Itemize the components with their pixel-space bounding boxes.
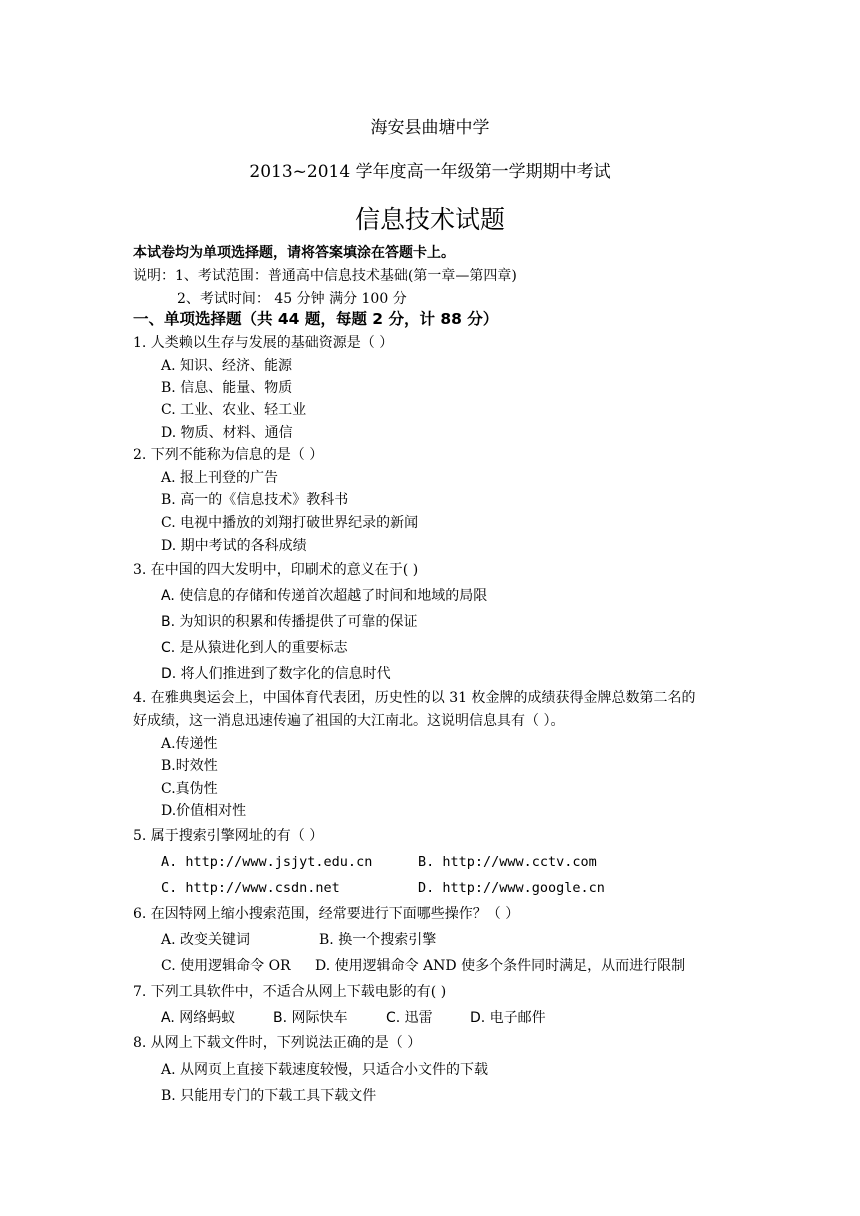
- question-3-option-d: D. 将人们推进到了数字化的信息时代: [161, 666, 391, 682]
- question-7-option-a: A. 网络蚂蚁: [161, 1010, 236, 1026]
- question-5-option-b: B. http://www.cctv.com: [418, 854, 597, 870]
- question-3-option-a: A. 使信息的存储和传递首次超越了时间和地域的局限: [161, 588, 488, 604]
- question-6-stem: 6. 在因特网上缩小搜索范围，经常要进行下面哪些操作？（ ）: [133, 906, 520, 922]
- question-4-option-c: C.真伪性: [161, 781, 218, 797]
- question-3-stem: 3. 在中国的四大发明中，印刷术的意义在于( ): [133, 562, 419, 578]
- exam-time: 2、考试时间： 45 分钟 满分 100 分: [177, 291, 407, 307]
- question-4-stem-line-1: 4. 在雅典奥运会上，中国体育代表团，历史性的以 31 枚金牌的成绩获得金牌总数第二名的: [133, 690, 696, 706]
- answer-instruction: 本试卷均为单项选择题，请将答案填涂在答题卡上。: [133, 245, 455, 261]
- question-5-option-c: C. http://www.csdn.net: [161, 880, 340, 896]
- school-name: 海安县曲塘中学: [370, 118, 490, 138]
- question-2-option-d: D. 期中考试的各科成绩: [161, 538, 307, 554]
- question-2-option-a: A. 报上刊登的广告: [161, 470, 279, 486]
- question-5-option-d: D. http://www.google.cn: [418, 880, 605, 896]
- question-2-stem: 2. 下列不能称为信息的是（ ）: [133, 447, 324, 463]
- question-6-option-a: A. 改变关键词: [161, 932, 251, 948]
- section-title: 一、单项选择题（共 44 题，每题 2 分，计 88 分）: [133, 310, 499, 328]
- exam-term: 2013~2014 学年度高一年级第一学期期中考试: [249, 162, 611, 182]
- question-4-stem-line-2: 好成绩，这一消息迅速传遍了祖国的大江南北。这说明信息具有（ ）。: [133, 713, 565, 729]
- question-6-option-c: C. 使用逻辑命令 OR: [161, 958, 291, 974]
- question-1-option-c: C. 工业、农业、轻工业: [161, 402, 307, 418]
- question-7-stem: 7. 下列工具软件中，不适合从网上下载电影的有( ): [133, 984, 447, 1000]
- question-3-option-c: C. 是从猿进化到人的重要标志: [161, 640, 348, 656]
- question-7-option-c: C. 迅雷: [386, 1010, 433, 1026]
- exam-subject-title: 信息技术试题: [354, 205, 505, 234]
- question-4-option-a: A.传递性: [161, 736, 218, 752]
- question-8-stem: 8. 从网上下载文件时，下列说法正确的是（ ）: [133, 1035, 422, 1051]
- question-6-option-b: B. 换一个搜索引擎: [319, 932, 437, 948]
- question-1-option-b: B. 信息、能量、物质: [161, 380, 293, 396]
- question-2-option-c: C. 电视中播放的刘翔打破世界纪录的新闻: [161, 515, 419, 531]
- question-7-option-b: B. 网际快车: [273, 1010, 348, 1026]
- question-5-stem: 5. 属于搜索引擎网址的有（ ）: [133, 828, 324, 844]
- question-4-option-b: B.时效性: [161, 758, 218, 774]
- question-3-option-b: B. 为知识的积累和传播提供了可靠的保证: [161, 614, 418, 630]
- question-8-option-a: A. 从网页上直接下载速度较慢，只适合小文件的下载: [161, 1062, 489, 1078]
- question-5-option-a: A. http://www.jsjyt.edu.cn: [161, 854, 373, 870]
- question-6-option-d: D. 使用逻辑命令 AND 使多个条件同时满足，从而进行限制: [315, 958, 686, 974]
- question-7-option-d: D. 电子邮件: [470, 1010, 546, 1026]
- question-2-option-b: B. 高一的《信息技术》教科书: [161, 492, 349, 508]
- exam-scope: 说明：1、考试范围：普通高中信息技术基础(第一章—第四章): [133, 268, 517, 284]
- question-1-option-a: A. 知识、经济、能源: [161, 358, 293, 374]
- question-1-stem: 1. 人类赖以生存与发展的基础资源是（ ）: [133, 335, 394, 351]
- question-4-option-d: D.价值相对性: [161, 803, 247, 819]
- question-1-option-d: D. 物质、材料、通信: [161, 425, 293, 441]
- question-8-option-b: B. 只能用专门的下载工具下载文件: [161, 1088, 377, 1104]
